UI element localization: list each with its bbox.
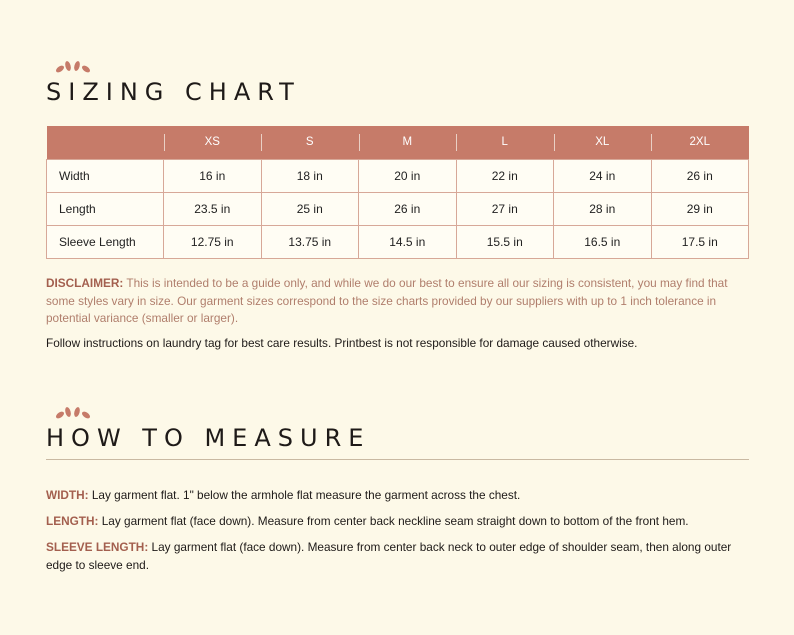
table-cell: 14.5 in <box>359 225 457 258</box>
table-cell: 29 in <box>651 192 749 225</box>
table-header-row <box>47 126 749 159</box>
table-cell: 16 in <box>164 159 262 192</box>
measure-sleeve-label: SLEEVE LENGTH: <box>46 540 149 554</box>
header-cell: L <box>456 126 554 159</box>
care-note: Follow instructions on laundry tag for best care results. Printbest is not responsible for damage caused otherwise. <box>46 336 638 350</box>
table-cell: 25 in <box>261 192 359 225</box>
measure-width <box>46 487 756 505</box>
measure-length-text: Lay garment flat (face down). Measure from center back neckline seam straight down to bottom of the front hem. <box>98 514 689 528</box>
measure-width-text: Lay garment flat. 1" below the armhole flat measure the garment across the chest. <box>88 488 521 502</box>
disclaimer-label: DISCLAIMER: <box>46 276 124 290</box>
header-cell: S <box>261 126 359 159</box>
header-cell <box>47 126 164 159</box>
table-cell: 20 in <box>359 159 457 192</box>
table-cell: 28 in <box>554 192 652 225</box>
table-row <box>47 225 749 258</box>
table-cell: 24 in <box>554 159 652 192</box>
ornament-icon <box>52 59 94 73</box>
how-to-measure-title: HOW TO MEASURE <box>46 424 371 452</box>
table-row <box>47 192 749 225</box>
sizing-chart-title: SIZING CHART <box>46 78 301 106</box>
row-label: Sleeve Length <box>47 225 164 258</box>
ornament-icon <box>52 405 94 419</box>
table-cell: 18 in <box>261 159 359 192</box>
measure-length <box>46 513 756 531</box>
row-label: Length <box>47 192 164 225</box>
row-label: Width <box>47 159 164 192</box>
table-cell: 27 in <box>456 192 554 225</box>
table-cell: 16.5 in <box>554 225 652 258</box>
header-cell: XS <box>164 126 262 159</box>
header-cell: XL <box>554 126 652 159</box>
disclaimer <box>46 275 751 328</box>
section-divider <box>46 459 749 460</box>
measure-sleeve-text: Lay garment flat (face down). Measure from center back neck to outer edge of shoulder seam, then along outer edge to sleeve end. <box>46 540 732 572</box>
table-cell: 26 in <box>651 159 749 192</box>
table-row <box>47 159 749 192</box>
table-cell: 17.5 in <box>651 225 749 258</box>
sizing-table <box>46 126 749 259</box>
table-cell: 13.75 in <box>261 225 359 258</box>
measure-length-label: LENGTH: <box>46 514 99 528</box>
measure-width-label: WIDTH: <box>46 488 89 502</box>
header-cell: M <box>359 126 457 159</box>
table-cell: 15.5 in <box>456 225 554 258</box>
table-cell: 22 in <box>456 159 554 192</box>
header-cell: 2XL <box>651 126 749 159</box>
table-cell: 12.75 in <box>164 225 262 258</box>
table-cell: 26 in <box>359 192 457 225</box>
measure-sleeve <box>46 539 756 574</box>
table-cell: 23.5 in <box>164 192 262 225</box>
disclaimer-text: This is intended to be a guide only, and while we do our best to ensure all our sizing is consistent, you may find that some styles vary in size. Our garment sizes correspond to the size charts provided by our suppliers with up to 1 inch tolerance in potential variance (smaller or larger). <box>46 276 728 325</box>
